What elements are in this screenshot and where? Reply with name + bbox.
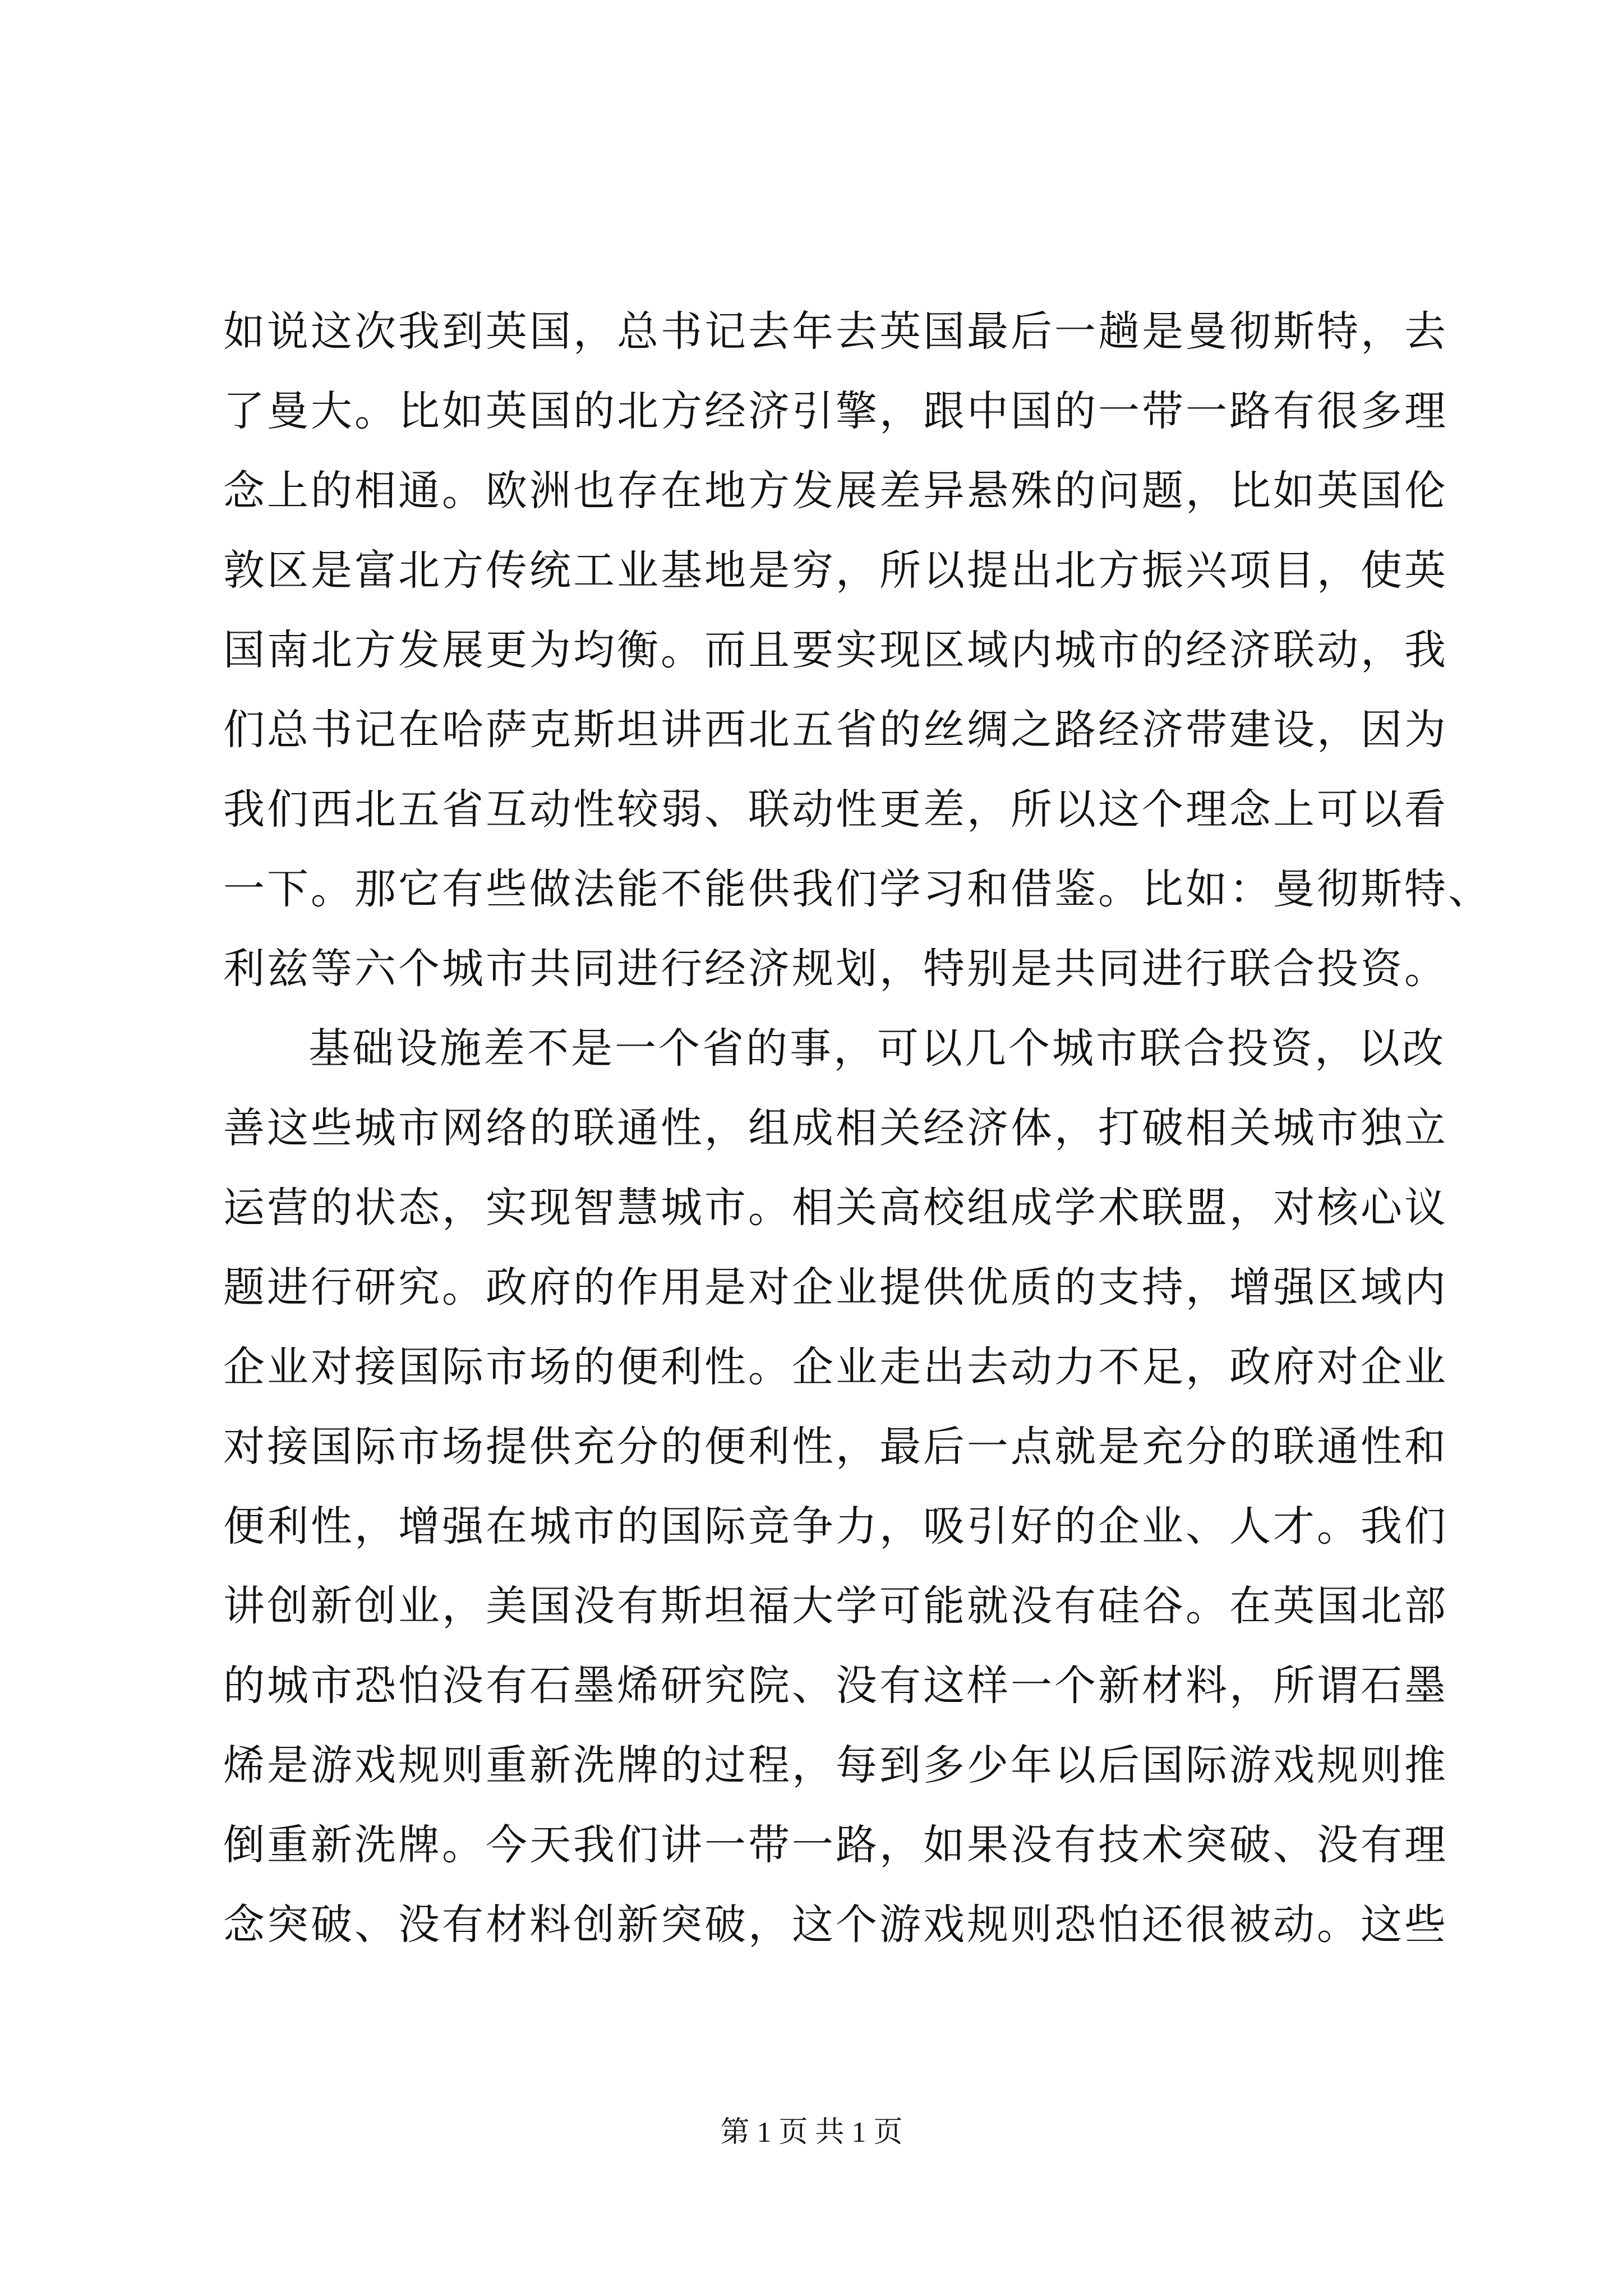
text-line: 敦区是富北方传统工业基地是穷，所以提出北方振兴项目，使英 bbox=[223, 546, 1448, 595]
paragraph-1 bbox=[223, 292, 1492, 1009]
text-line: 国南北方发展更为均衡。而且要实现区域内城市的经济联动，我 bbox=[223, 626, 1448, 674]
text-line: 运营的状态，实现智慧城市。相关高校组成学术联盟，对核心议 bbox=[223, 1184, 1448, 1232]
document-body bbox=[223, 292, 1492, 1964]
text-line: 了曼大。比如英国的北方经济引擎，跟中国的一带一路有很多理 bbox=[223, 387, 1448, 435]
text-line: 善这些城市网络的联通性，组成相关经济体，打破相关城市独立 bbox=[223, 1104, 1448, 1152]
text-line: 便利性，增强在城市的国际竞争力，吸引好的企业、人才。我们 bbox=[223, 1502, 1448, 1550]
text-line: 讲创新创业，美国没有斯坦福大学可能就没有硅谷。在英国北部 bbox=[223, 1582, 1448, 1630]
text-line: 念突破、没有材料创新突破，这个游戏规则恐怕还很被动。这些 bbox=[223, 1901, 1448, 1949]
text-line: 企业对接国际市场的便利性。企业走出去动力不足，政府对企业 bbox=[223, 1343, 1448, 1391]
text-line: 倒重新洗牌。今天我们讲一带一路，如果没有技术突破、没有理 bbox=[223, 1821, 1448, 1869]
text-line: 们总书记在哈萨克斯坦讲西北五省的丝绸之路经济带建设，因为 bbox=[223, 706, 1448, 754]
text-line: 一下。那它有些做法能不能供我们学习和借鉴。比如：曼彻斯特、 bbox=[223, 865, 1492, 913]
page-footer: 第 1 页 共 1 页 bbox=[720, 2116, 903, 2148]
text-line: 烯是游戏规则重新洗牌的过程，每到多少年以后国际游戏规则推 bbox=[223, 1741, 1448, 1789]
text-line: 念上的相通。欧洲也存在地方发展差异悬殊的问题，比如英国伦 bbox=[223, 467, 1448, 515]
paragraph-2 bbox=[223, 1009, 1448, 1964]
text-line: 我们西北五省互动性较弱、联动性更差，所以这个理念上可以看 bbox=[223, 785, 1448, 834]
text-line: 如说这次我到英国，总书记去年去英国最后一趟是曼彻斯特，去 bbox=[223, 307, 1448, 356]
text-line: 的城市恐怕没有石墨烯研究院、没有这样一个新材料，所谓石墨 bbox=[223, 1662, 1448, 1710]
text-line: 对接国际市场提供充分的便利性，最后一点就是充分的联通性和 bbox=[223, 1423, 1448, 1471]
text-line: 利兹等六个城市共同进行经济规划，特别是共同进行联合投资。 bbox=[223, 945, 1448, 993]
text-line: 题进行研究。政府的作用是对企业提供优质的支持，增强区域内 bbox=[223, 1263, 1448, 1312]
text-line: 基础设施差不是一个省的事，可以几个城市联合投资，以改 bbox=[308, 1024, 1446, 1073]
